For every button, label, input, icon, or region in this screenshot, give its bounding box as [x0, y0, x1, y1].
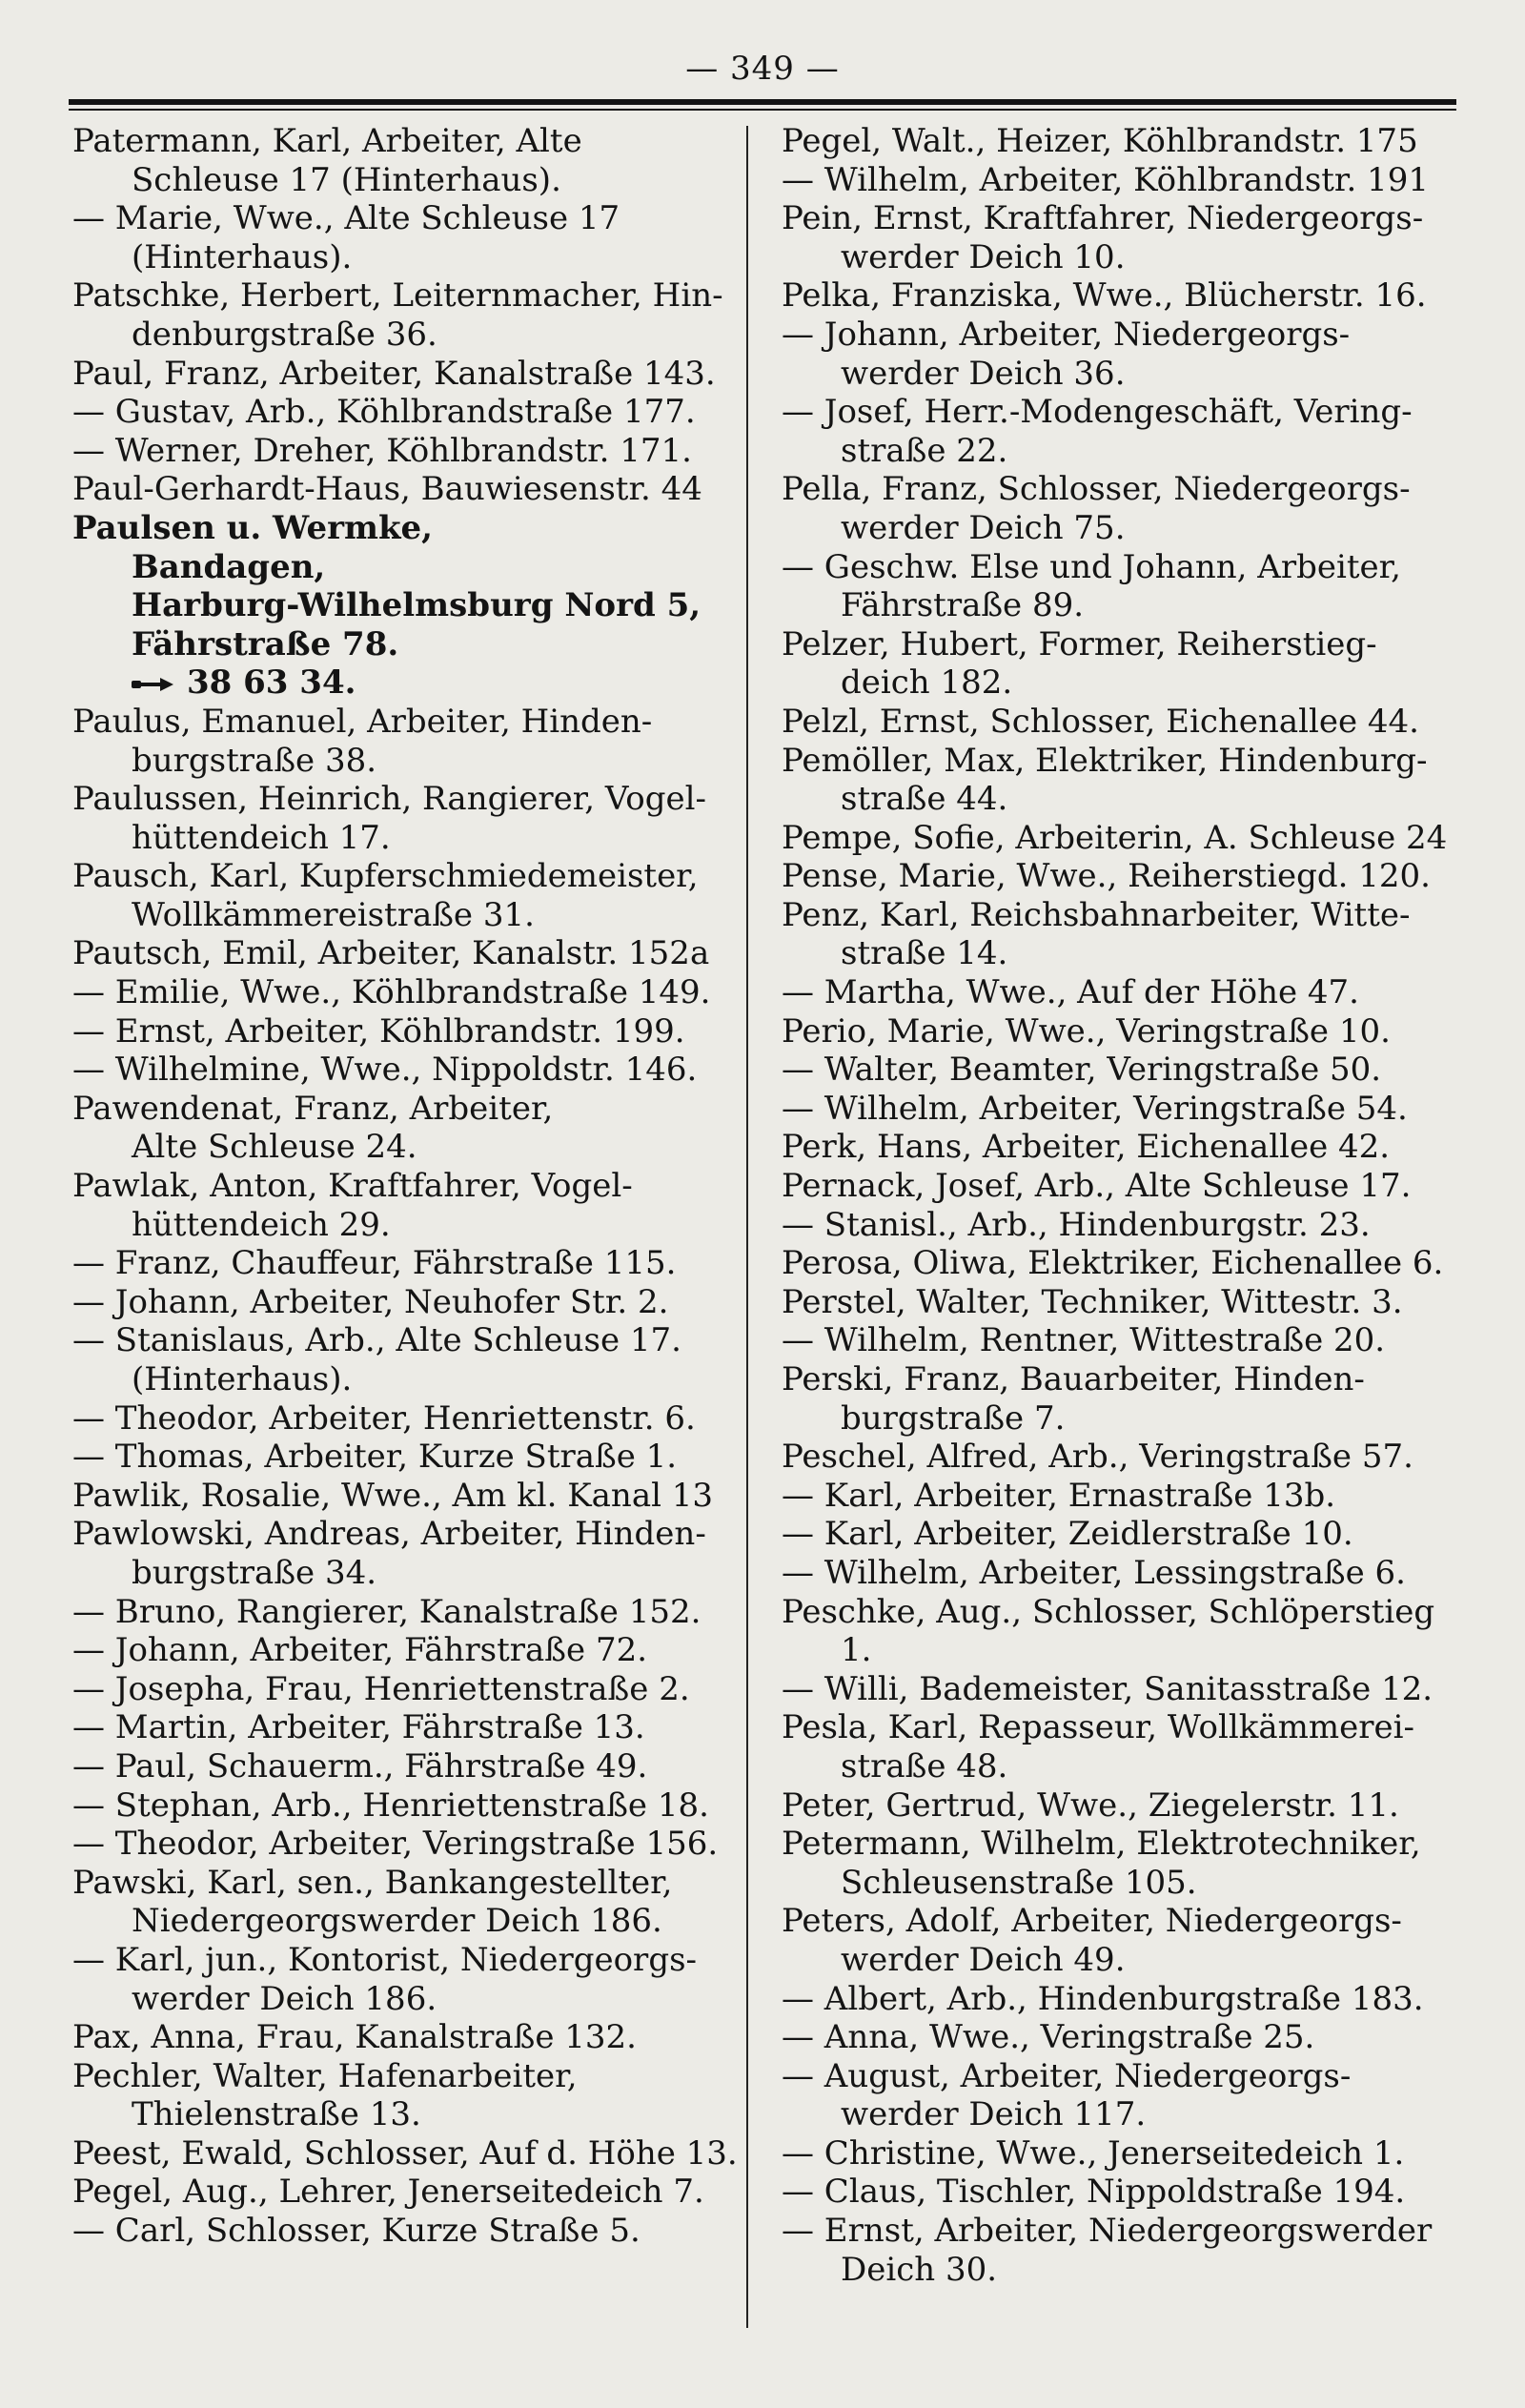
- directory-entry: Pausch, Karl, Kupferschmiedemeister, Wollkämmereistraße 31.: [72, 857, 699, 934]
- directory-entry: — Wilhelm, Arbeiter, Lessingstraße 6.: [782, 1553, 1406, 1592]
- left-column: [72, 122, 744, 2251]
- advert-line: Harburg-Wilhelmsburg Nord 5,: [132, 586, 702, 625]
- directory-entry: — Wilhelm, Arbeiter, Veringstraße 54.: [782, 1089, 1408, 1128]
- directory-entry: Pempe, Sofie, Arbeiterin, A. Schleuse 24: [782, 818, 1448, 857]
- right-column: [782, 122, 1454, 2289]
- directory-entry: — Emilie, Wwe., Köhlbrandstraße 149.: [72, 973, 711, 1012]
- directory-entry: Pautsch, Emil, Arbeiter, Kanalstr. 152a: [72, 934, 710, 973]
- directory-entry: — Albert, Arb., Hindenburgstraße 183.: [782, 1979, 1424, 2018]
- directory-entry: Penz, Karl, Reichsbahnarbeiter, Witte- straße 14.: [782, 895, 1411, 973]
- right-entries: [782, 122, 1454, 2289]
- directory-entry: — Theodor, Arbeiter, Henriettenstr. 6.: [72, 1398, 696, 1438]
- directory-entry: — Willi, Bademeister, Sanitasstraße 12.: [782, 1669, 1434, 1708]
- advert-line: Bandagen,: [132, 547, 326, 586]
- column-divider: [746, 126, 748, 2328]
- directory-entry: Patschke, Herbert, Leiternmacher, Hin- denburgstraße 36.: [72, 276, 723, 354]
- directory-entry: Peschke, Aug., Schlosser, Schlöperstieg 1.: [782, 1592, 1435, 1670]
- directory-entry: — Theodor, Arbeiter, Veringstraße 156.: [72, 1825, 719, 1864]
- advert-block: [72, 509, 744, 703]
- directory-entry: — Bruno, Rangierer, Kanalstraße 152.: [72, 1592, 702, 1631]
- directory-entry: Peest, Ewald, Schlosser, Auf d. Höhe 13.: [72, 2133, 738, 2173]
- directory-entry: Paul-Gerhardt-Haus, Bauwiesenstr. 44: [72, 470, 702, 509]
- directory-entry: — Martin, Arbeiter, Fährstraße 13.: [72, 1708, 645, 1747]
- directory-entry: Perstel, Walter, Techniker, Wittestr. 3.: [782, 1282, 1403, 1321]
- directory-entry: — Thomas, Arbeiter, Kurze Straße 1.: [72, 1438, 678, 1477]
- directory-entry: Pesla, Karl, Repasseur, Wollkämmerei- straße 48.: [782, 1708, 1414, 1786]
- directory-entry: Petermann, Wilhelm, Elektrotechniker, Schleusenstraße 105.: [782, 1825, 1421, 1902]
- directory-entry: — Franz, Chauffeur, Fährstraße 115.: [72, 1244, 677, 1283]
- directory-entry: Paulussen, Heinrich, Rangierer, Vogel- hüttendeich 17.: [72, 780, 707, 857]
- directory-entry: — Carl, Schlosser, Kurze Straße 5.: [72, 2212, 640, 2251]
- directory-entry: — Marie, Wwe., Alte Schleuse 17 (Hinterhaus).: [72, 199, 620, 276]
- directory-entry: Paul, Franz, Arbeiter, Kanalstraße 143.: [72, 354, 716, 393]
- directory-entry: Pawendenat, Franz, Arbeiter, Alte Schleuse 24.: [72, 1089, 554, 1167]
- page-number: — 349 —: [685, 50, 840, 88]
- directory-entry: — Johann, Arbeiter, Niedergeorgs- werder Deich 36.: [782, 315, 1351, 393]
- directory-entry: — Ernst, Arbeiter, Köhlbrandstr. 199.: [72, 1011, 685, 1051]
- advert-phone-row: [72, 663, 744, 703]
- directory-entry: — Stephan, Arb., Henriettenstraße 18.: [72, 1786, 709, 1825]
- directory-entry: — Wilhelm, Arbeiter, Köhlbrandstr. 191: [782, 160, 1429, 199]
- directory-entry: Perk, Hans, Arbeiter, Eichenallee 42.: [782, 1128, 1391, 1167]
- telephone-icon: [132, 677, 173, 692]
- directory-entry: Paulus, Emanuel, Arbeiter, Hinden- burgstraße 38.: [72, 702, 653, 780]
- directory-entry: Pechler, Walter, Hafenarbeiter, Thielenstraße 13.: [72, 2056, 578, 2134]
- directory-entry: Peters, Adolf, Arbeiter, Niedergeorgs- werder Deich 49.: [782, 1902, 1402, 1979]
- directory-entry: Pawlak, Anton, Kraftfahrer, Vogel- hüttendeich 29.: [72, 1167, 633, 1244]
- header-rule-thin: [69, 109, 1456, 111]
- directory-entry: Pelka, Franziska, Wwe., Blücherstr. 16.: [782, 276, 1427, 316]
- directory-entry: — Claus, Tischler, Nippoldstraße 194.: [782, 2173, 1406, 2212]
- directory-entry: — Wilhelm, Rentner, Wittestraße 20.: [782, 1321, 1386, 1360]
- directory-entry: — Paul, Schauerm., Fährstraße 49.: [72, 1746, 648, 1786]
- directory-entry: — Stanislaus, Arb., Alte Schleuse 17. (Hinterhaus).: [72, 1321, 681, 1398]
- directory-entry: Pegel, Aug., Lehrer, Jenerseitedeich 7.: [72, 2173, 704, 2212]
- directory-entry: — Karl, Arbeiter, Zeidlerstraße 10.: [782, 1515, 1353, 1554]
- directory-entry: — August, Arbeiter, Niedergeorgs- werder Deich 117.: [782, 2056, 1352, 2134]
- advert-line: Fährstraße 78.: [132, 624, 399, 663]
- directory-entry: — Ernst, Arbeiter, Niedergeorgswerder Deich 30.: [782, 2212, 1433, 2289]
- directory-entry: — Karl, jun., Kontorist, Niedergeorgs- werder Deich 186.: [72, 1940, 698, 2018]
- directory-entry: Patermann, Karl, Arbeiter, Alte Schleuse 17 (Hinterhaus).: [72, 122, 582, 199]
- directory-entry: — Josef, Herr.-Modengeschäft, Vering- straße 22.: [782, 393, 1413, 470]
- left-entries-top: [72, 122, 744, 509]
- directory-entry: — Martha, Wwe., Auf der Höhe 47.: [782, 973, 1359, 1012]
- directory-entry: Pawlowski, Andreas, Arbeiter, Hinden- burgstraße 34.: [72, 1515, 706, 1592]
- directory-entry: — Anna, Wwe., Veringstraße 25.: [782, 2018, 1315, 2057]
- directory-entry: Pelzer, Hubert, Former, Reiherstieg- deich 182.: [782, 624, 1377, 703]
- directory-entry: — Karl, Arbeiter, Ernastraße 13b.: [782, 1476, 1336, 1515]
- directory-entry: — Johann, Arbeiter, Neuhofer Str. 2.: [72, 1282, 669, 1321]
- directory-entry: — Johann, Arbeiter, Fährstraße 72.: [72, 1631, 648, 1670]
- header-rule-thick: [69, 99, 1456, 105]
- directory-entry: Pense, Marie, Wwe., Reiherstiegd. 120.: [782, 857, 1431, 896]
- directory-entry: Pawlik, Rosalie, Wwe., Am kl. Kanal 13: [72, 1476, 714, 1515]
- directory-entry: — Josepha, Frau, Henriettenstraße 2.: [72, 1669, 690, 1708]
- advert-line: Paulsen u. Wermke,: [72, 508, 434, 547]
- directory-entry: — Gustav, Arb., Köhlbrandstraße 177.: [72, 393, 696, 432]
- directory-entry: Pax, Anna, Frau, Kanalstraße 132.: [72, 2018, 637, 2057]
- directory-entry: Perio, Marie, Wwe., Veringstraße 10.: [782, 1011, 1391, 1051]
- directory-entry: Pein, Ernst, Kraftfahrer, Niedergeorgs- werder Deich 10.: [782, 199, 1424, 276]
- directory-entry: Pella, Franz, Schlosser, Niedergeorgs- werder Deich 75.: [782, 470, 1411, 547]
- directory-entry: Peter, Gertrud, Wwe., Ziegelerstr. 11.: [782, 1786, 1399, 1825]
- directory-entry: — Wilhelmine, Wwe., Nippoldstr. 146.: [72, 1051, 698, 1090]
- directory-entry: — Christine, Wwe., Jenerseitedeich 1.: [782, 2133, 1405, 2173]
- directory-entry: — Walter, Beamter, Veringstraße 50.: [782, 1051, 1382, 1090]
- directory-entry: — Geschw. Else und Johann, Arbeiter, Fährstraße 89.: [782, 547, 1401, 625]
- directory-entry: Perski, Franz, Bauarbeiter, Hinden- burgstraße 7.: [782, 1360, 1365, 1438]
- directory-entry: Peschel, Alfred, Arb., Veringstraße 57.: [782, 1438, 1413, 1477]
- directory-entry: — Stanisl., Arb., Hindenburgstr. 23.: [782, 1205, 1371, 1244]
- directory-entry: Pemöller, Max, Elektriker, Hindenburg- straße 44.: [782, 741, 1428, 819]
- directory-entry: Perosa, Oliwa, Elektriker, Eichenallee 6.: [782, 1244, 1444, 1283]
- advert-phone-number: 38 63 34.: [187, 663, 356, 703]
- directory-entry: Pernack, Josef, Arb., Alte Schleuse 17.: [782, 1167, 1412, 1206]
- left-entries-bottom: [72, 703, 744, 2251]
- directory-entry: Pelzl, Ernst, Schlosser, Eichenallee 44.: [782, 702, 1419, 741]
- directory-entry: — Werner, Dreher, Köhlbrandstr. 171.: [72, 431, 692, 470]
- directory-entry: Pawski, Karl, sen., Bankangestellter, Niedergeorgswerder Deich 186.: [72, 1863, 673, 1941]
- directory-entry: Pegel, Walt., Heizer, Köhlbrandstr. 175: [782, 122, 1418, 160]
